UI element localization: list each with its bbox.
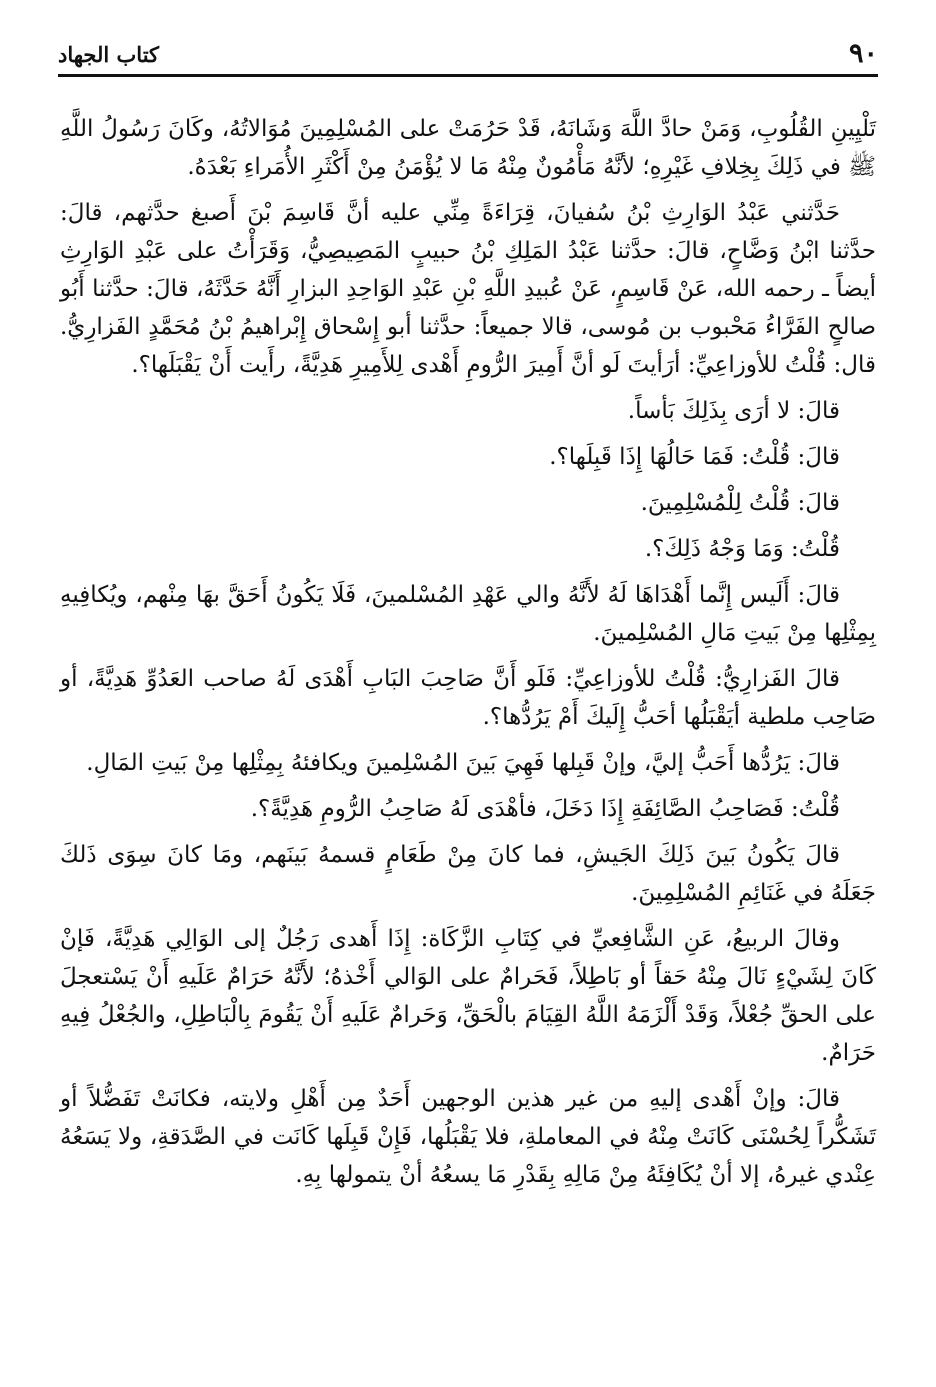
- paragraph: قالَ: أَلَيس إِنَّما أَهْدَاهَا لَهُ لأَنَّهُ والي عَهْدِ المُسْلمينَ، فَلَا يَكُونُ أَحَقَّ بهَا مِنْهم، ويُكافِيهِ بِمِثْلِها مِنْ بَيتِ مَالِ المُسْلِمينَ.: [60, 582, 876, 646]
- paragraph: قالَ: قُلْتُ لِلْمُسْلِمِينَ.: [640, 490, 840, 516]
- paragraph: قالَ: وإنْ أَهْدى إليهِ من غير هذين الوجهين أَحَدٌ مِن أَهْلِ ولايته، فكانَتْ تَفَضُّلاً أو تَشَكُّراً لِحُسْنَى كَانَتْ مِنْهُ في المعاملةِ، فلا يَقْبَلُها، فَإِنْ قَبِلَها كَانَت في الصَّدَقةِ، ولا يَسَعُهُ عِنْدي غيرهُ، إلا أنْ يُكَافِئَهُ مِنْ مَالِهِ بِقَدْرِ مَا يسعُهُ أنْ يتمولها بِهِ.: [60, 1086, 876, 1188]
- paragraph: قالَ: لا أرَى بِذَلِكَ بَأساً.: [627, 398, 840, 424]
- paragraph: قالَ: قُلْتُ: فَمَا حَالُهَا إِذَا قَبِلَها؟.: [549, 444, 840, 470]
- page-number: ٩٠: [848, 38, 878, 69]
- page-header: [58, 28, 878, 78]
- paragraph: قالَ يَكُونُ بَينَ ذَلِكَ الجَيشِ، فما كانَ مِنْ طَعَامٍ قسمهُ بَينَهم، ومَا كانَ سِوَى ذَلكَ جَعَلَهُ في غَنَائِمِ المُسْلِمِينَ.: [60, 842, 876, 906]
- paragraph: وقالَ الربيعُ، عَنِ الشَّافِعيِّ في كِتَابِ الزَّكَاة: إِذَا أَهدى رَجُلٌ إلى الوَالِي هَدِيَّةً، فَإنْ كَانَ لِشَيْءٍ نَالَ مِنْهُ حَقاً أو بَاطِلاً، فَحَرامٌ على الوَالي أَخْذهُ؛ لأَنَّهُ حَرَامٌ عَلَيهِ أَنْ يَسْتعجلَ على الحقِّ جُعْلاً، وَقَدْ أَلْزَمَهُ اللَّهُ القِيَامَ بالْحَقِّ، وَحَرامٌ عَلَيهِ أَنْ يَقُومَ بِالْبَاطِلِ، والجُعْلُ فِيهِ حَرَامٌ.: [60, 926, 876, 1066]
- paragraph: قُلْتُ: وَمَا وَجْهُ ذَلِكَ؟.: [644, 536, 840, 562]
- paragraph: قُلْتُ: فَصَاحِبُ الصَّائِفَةِ إِذَا دَخَلَ، فأهْدَى لَهُ صَاحِبُ الرُّومِ هَدِيَّةً؟.: [250, 796, 840, 822]
- header-rule: [58, 74, 878, 77]
- running-title: كتاب الجهاد: [58, 42, 160, 67]
- paragraph: حَدَّثني عَبْدُ الوَارِثِ بْنُ سُفيانَ، قِرَاءَةً مِنِّي عليه أنَّ قَاسِمَ بْنَ أَصبغ حدَّثهم، قالَ: حدَّثنا ابْنُ وَضَّاحٍ، قالَ: حدَّثنا عَبْدُ المَلِكِ بْنُ حبيبٍ المَصِيصِيُّ، وَقَرَأْتُ على عَبْدِ الوَارِثِ أيضاً ـ رحمه الله، عَنْ قَاسِمٍ، عَنْ عُبيدِ اللَّهِ بْنِ عَبْدِ الوَاحِدِ البزارِ أَنَّهُ حَدَّثَهُ، قالَ: حدَّثنا أَبُو صالحٍ الفَرَّاءُ مَحْبوب بن مُوسى، قالا جميعاً: حدَّثنا أبو إِسْحاق إِبْراهيمُ بْنُ مُحَمَّدٍ الفَزارِيُّ. قال: قُلْتُ للأوزاعِيِّ: أرَأيتَ لَو أنَّ أَمِيرَ الرُّومِ أَهْدى لِلأَمِيرِ هَدِيَّةً، رأَيت أَنْ يَقْبَلَها؟.: [60, 200, 876, 378]
- paragraph: قالَ الفَزارِيُّ: قُلْتُ للأوزاعِيِّ: فَلَو أَنَّ صَاحِبَ البَابِ أَهْدَى لَهُ صاحب العَدُوِّ هَدِيَّةً، أو صَاحِب ملطية أيَقْبَلُها أحَبُّ إِلَيكَ أَمْ يَرُدُّها؟.: [60, 666, 876, 730]
- page-body: [60, 110, 876, 1202]
- paragraph: قالَ: يَرُدُّها أَحَبُّ إليَّ، وإنْ قَبِلها فَهِيَ بَينَ المُسْلِمينَ ويكافئهُ بِمِثْلِها مِنْ بَيتِ المَالِ.: [86, 750, 840, 776]
- paragraph: تَلْيِينِ القُلُوبِ، وَمَنْ حادَّ اللَّهَ وَشَانَهُ، قَدْ حَرُمَتْ على المُسْلِمِينَ مُوَالاتُهُ، وكَانَ رَسُولُ اللَّهِ ﷺ في ذَلِكَ بِخِلافِ غَيْرِهِ؛ لأنَّهُ مَأْمُونٌ مِنْهُ مَا لا يُؤْمَنُ مِنْ أَكْثَرِ الأُمَراءِ بَعْدَهُ.: [60, 116, 876, 180]
